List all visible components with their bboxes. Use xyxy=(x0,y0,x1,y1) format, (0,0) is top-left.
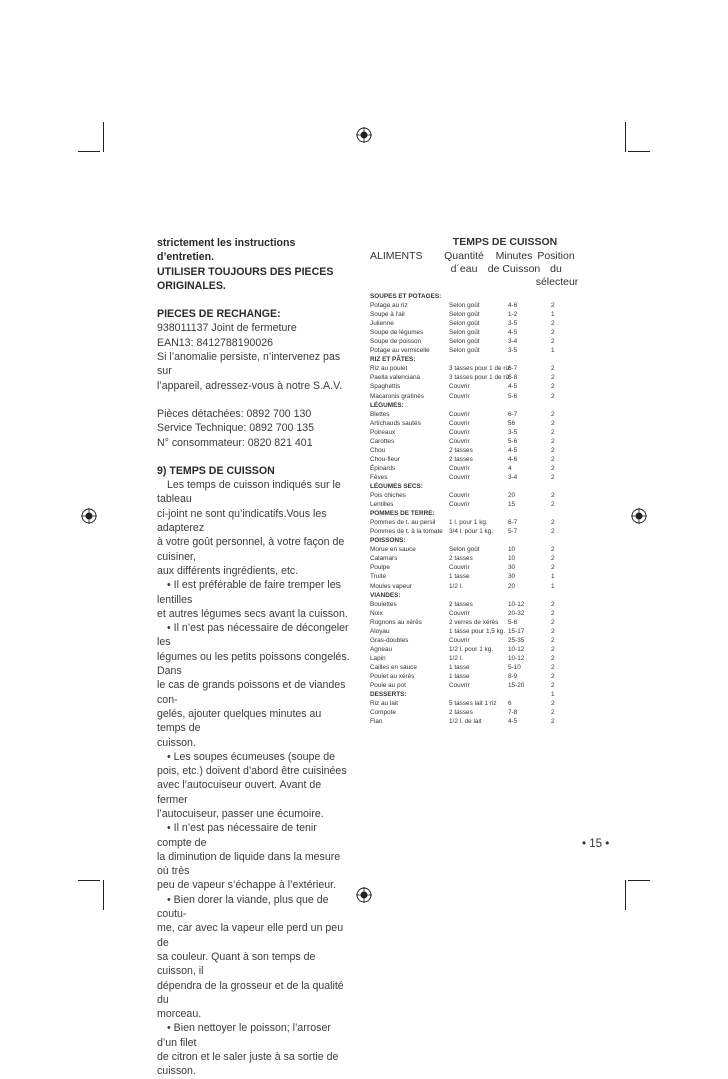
cell-food: Noix xyxy=(370,609,383,617)
crop-mark xyxy=(625,880,626,910)
cell-food: Spaghettis xyxy=(370,383,401,391)
cell-food: Agneau xyxy=(370,645,393,653)
section-title: 9) TEMPS DE CUISSON xyxy=(157,464,275,477)
table-row xyxy=(370,491,580,500)
cell-food: POMMES DE TERRE: xyxy=(370,510,435,518)
cell-minutes: 20 xyxy=(508,492,516,500)
cell-food: Poulet au xérès xyxy=(370,672,415,680)
body-line: cuisson. xyxy=(157,736,196,749)
table-body xyxy=(370,292,580,726)
cell-food: Calamars xyxy=(370,555,398,563)
table-row xyxy=(370,319,580,328)
cell-selector: 2 xyxy=(551,718,555,726)
body-line: me, car avec la vapeur elle perd un peu de xyxy=(157,922,344,949)
header-food: ALIMENTS xyxy=(370,250,423,262)
table-section-row xyxy=(370,509,580,518)
body-line: avec l’autocuiseur ouvert. Avant de fermer xyxy=(157,779,322,806)
left-column xyxy=(157,236,353,1079)
crop-mark xyxy=(78,151,100,152)
cell-minutes: 3-4 xyxy=(508,338,518,346)
spares-title: PIECES DE RECHANGE: xyxy=(157,308,281,321)
cell-qty: Couvrir xyxy=(449,636,470,644)
cell-selector: 2 xyxy=(551,446,555,454)
cell-minutes: 3-5 xyxy=(508,428,518,436)
cell-selector: 1 xyxy=(551,582,555,590)
body-line: sa couleur. Quant à son temps de cuisson, il xyxy=(157,950,316,978)
cell-food: Aloyau xyxy=(370,627,390,635)
header-min-sub: de Cuisson xyxy=(487,263,541,275)
spares-line: l’appareil, adressez-vous à notre S.A.V. xyxy=(157,379,343,392)
cell-qty: Selon goût xyxy=(449,347,480,355)
warning-line: UTILISER TOUJOURS DES PIECES xyxy=(157,265,334,278)
cell-qty: 1/2 l. de lait xyxy=(449,718,482,726)
cell-minutes: 10 xyxy=(508,546,516,554)
cell-selector: 2 xyxy=(551,519,555,527)
warning-line: strictement les instructions d’entretien. xyxy=(157,237,296,264)
header-qty-sub: d´eau xyxy=(450,263,478,275)
cell-qty: 2 tasses xyxy=(449,446,473,454)
registration-mark-icon xyxy=(81,508,97,524)
cell-food: Compote xyxy=(370,709,396,717)
cell-food: Artichauds sautés xyxy=(370,419,421,427)
crop-mark xyxy=(625,122,626,152)
cell-food: LÉGUMES: xyxy=(370,401,404,409)
body-line: • Les soupes écumeuses (soupe de xyxy=(167,750,336,763)
cell-selector: 2 xyxy=(551,709,555,717)
cell-minutes: 10-12 xyxy=(508,645,525,653)
header-sel-sub2: sélecteur xyxy=(535,276,579,288)
cell-qty: 2 tasses xyxy=(449,555,473,563)
contact-line: Service Technique: 0892 700 135 xyxy=(157,422,315,435)
cell-selector: 2 xyxy=(551,419,555,427)
body-line: la diminution de liquide dans la mesure où très xyxy=(157,850,341,878)
cell-selector: 2 xyxy=(551,501,555,509)
warning-line: ORIGINALES. xyxy=(157,279,226,292)
cell-qty: 2 tasses xyxy=(449,709,473,717)
cell-minutes: 3-5 xyxy=(508,320,518,328)
cell-minutes: 15-17 xyxy=(508,627,525,635)
cell-selector: 2 xyxy=(551,374,555,382)
cell-selector: 2 xyxy=(551,383,555,391)
table-row xyxy=(370,600,580,609)
cell-food: Poireaux xyxy=(370,428,396,436)
body-line: Les temps de cuisson indiqués sur le tableau xyxy=(157,479,341,506)
cell-qty: 1 l. pour 1 kg. xyxy=(449,519,488,527)
body-line: • Il est préférable de faire tremper les lentilles xyxy=(157,579,341,606)
cell-minutes: 6-7 xyxy=(508,365,518,373)
cell-food: Pommes de t. à la tomate xyxy=(370,528,443,536)
table-section-row xyxy=(370,482,580,491)
body-line: dépendra de la grosseur et de la qualité du xyxy=(157,979,344,1006)
table-row xyxy=(370,310,580,319)
cell-selector: 2 xyxy=(551,410,555,418)
body-line: pois, etc.) doivent d’abord être cuisinées xyxy=(157,765,347,778)
cell-selector: 2 xyxy=(551,609,555,617)
cell-qty: Selon goût xyxy=(449,311,480,319)
cell-minutes: 1-2 xyxy=(508,311,518,319)
cell-selector: 2 xyxy=(551,600,555,608)
spares-line: EAN13: 8412788190026 xyxy=(157,336,274,349)
crop-mark xyxy=(103,122,104,152)
cell-minutes: 10-12 xyxy=(508,654,525,662)
spares-line: Si l’anomalie persiste, n’intervenez pas sur xyxy=(157,351,341,378)
cell-minutes: 7-8 xyxy=(508,709,518,717)
cell-food: POISSONS: xyxy=(370,537,406,545)
cell-qty: 1 tasse xyxy=(449,573,470,581)
cell-qty: Selon goût xyxy=(449,546,480,554)
crop-mark xyxy=(628,880,650,881)
table-row xyxy=(370,346,580,355)
cell-minutes: 4-6 xyxy=(508,302,518,310)
cell-qty: Selon goût xyxy=(449,320,480,328)
cell-minutes: 15-20 xyxy=(508,682,525,690)
cell-food: Lentilles xyxy=(370,501,394,509)
body-line: légumes ou les petits poissons congelés. Dans xyxy=(157,650,350,678)
cell-minutes: 6 xyxy=(508,700,512,708)
table-row xyxy=(370,681,580,690)
cell-qty: Couvrir xyxy=(449,609,470,617)
cooking-time-table xyxy=(370,236,580,726)
body-line: ci-joint ne sont qu’indicatifs.Vous les adapterez xyxy=(157,507,327,535)
cell-minutes: 4-5 xyxy=(508,383,518,391)
cell-qty: Couvrir xyxy=(449,428,470,436)
registration-mark-icon xyxy=(356,127,372,143)
cell-qty: Couvrir xyxy=(449,501,470,509)
cell-selector: 2 xyxy=(551,654,555,662)
cell-selector: 2 xyxy=(551,329,555,337)
table-row xyxy=(370,428,580,437)
cell-selector: 1 xyxy=(551,347,555,355)
table-row xyxy=(370,563,580,572)
cell-selector: 2 xyxy=(551,492,555,500)
cell-minutes: 6-7 xyxy=(508,519,518,527)
cell-selector: 2 xyxy=(551,528,555,536)
cell-food: Carottes xyxy=(370,437,395,445)
body-line: et autres légumes secs avant la cuisson. xyxy=(157,607,348,620)
cell-qty: Couvrir xyxy=(449,383,470,391)
cell-food: Potage au vermicelle xyxy=(370,347,430,355)
body-line: peu de vapeur s’échappe à l’extérieur. xyxy=(157,879,337,892)
cell-qty: 5 tasses lait 1 riz xyxy=(449,700,497,708)
cell-qty: 1/2 l. xyxy=(449,654,463,662)
cell-selector: 2 xyxy=(551,672,555,680)
table-row xyxy=(370,672,580,681)
table-section-row xyxy=(370,690,580,699)
cell-minutes: 3-4 xyxy=(508,473,518,481)
cell-food: Truite xyxy=(370,573,387,581)
body-line: • Bien dorer la viande, plus que de coutu- xyxy=(157,893,329,921)
cell-selector: 2 xyxy=(551,437,555,445)
cell-minutes: 8-9 xyxy=(508,672,518,680)
cell-selector: 2 xyxy=(551,555,555,563)
cell-minutes: 30 xyxy=(508,564,516,572)
cell-food: Soupe de poisson xyxy=(370,338,422,346)
table-row xyxy=(370,645,580,654)
body-line: gelés, ajouter quelques minutes au temps de xyxy=(157,707,322,735)
cell-selector: 1 xyxy=(551,691,555,699)
cell-selector: 2 xyxy=(551,428,555,436)
cell-qty: 2 tasses xyxy=(449,455,473,463)
table-row xyxy=(370,717,580,726)
table-row xyxy=(370,337,580,346)
table-header xyxy=(370,248,580,288)
crop-mark xyxy=(628,151,650,152)
cell-qty: 1/2 l. pour 1 kg. xyxy=(449,645,494,653)
table-row xyxy=(370,437,580,446)
cell-selector: 2 xyxy=(551,618,555,626)
body-line: • Bien nettoyer le poisson; l’arroser d’un filet xyxy=(157,1022,331,1049)
cell-minutes: 4-6 xyxy=(508,455,518,463)
cell-qty: 1 tasse pour 1,5 kg. xyxy=(449,627,506,635)
cell-food: Boulettes xyxy=(370,600,397,608)
table-row xyxy=(370,473,580,482)
table-row xyxy=(370,518,580,527)
cell-selector: 2 xyxy=(551,645,555,653)
cell-minutes: 5-6 xyxy=(508,437,518,445)
cell-minutes: 4-5 xyxy=(508,718,518,726)
table-section-row xyxy=(370,536,580,545)
cell-minutes: 20 xyxy=(508,582,516,590)
cell-minutes: 6-7 xyxy=(508,410,518,418)
table-row xyxy=(370,419,580,428)
cell-qty: 3/4 l. pour 1 kg. xyxy=(449,528,494,536)
table-row xyxy=(370,708,580,717)
cell-qty: Couvrir xyxy=(449,437,470,445)
cell-food: Soupe de légumes xyxy=(370,329,424,337)
cell-food: Pois chiches xyxy=(370,492,406,500)
table-row xyxy=(370,500,580,509)
cell-food: Gras-doubles xyxy=(370,636,409,644)
cell-minutes: 6-8 xyxy=(508,374,518,382)
table-section-row xyxy=(370,355,580,364)
cell-selector: 2 xyxy=(551,320,555,328)
cell-minutes: 4 xyxy=(508,464,512,472)
cell-minutes: 10 xyxy=(508,555,516,563)
body-line: aux différents ingrédients, etc. xyxy=(157,564,299,577)
table-row xyxy=(370,455,580,464)
table-row xyxy=(370,663,580,672)
cell-qty: 1 tasse xyxy=(449,663,470,671)
table-section-row xyxy=(370,591,580,600)
table-row xyxy=(370,392,580,401)
crop-mark xyxy=(78,880,100,881)
cell-qty: Couvrir xyxy=(449,419,470,427)
cell-minutes: 5-6 xyxy=(508,392,518,400)
cell-selector: 2 xyxy=(551,546,555,554)
cell-selector: 2 xyxy=(551,392,555,400)
cell-food: Morue en sauce xyxy=(370,546,416,554)
cell-selector: 2 xyxy=(551,663,555,671)
header-sel-sub: du xyxy=(550,263,562,275)
body-line: • Il n’est pas nécessaire de décongeler les xyxy=(157,622,349,649)
cell-minutes: 4-5 xyxy=(508,329,518,337)
cell-selector: 2 xyxy=(551,302,555,310)
cell-minutes: 25-35 xyxy=(508,636,525,644)
cell-minutes: 3-5 xyxy=(508,347,518,355)
cell-food: Cailles en sauce xyxy=(370,663,417,671)
table-row xyxy=(370,582,580,591)
cell-selector: 2 xyxy=(551,636,555,644)
cell-qty: Couvrir xyxy=(449,473,470,481)
cell-food: DESSERTS: xyxy=(370,691,407,699)
spares-line: 938011137 Joint de fermeture xyxy=(157,322,297,335)
cell-qty: Couvrir xyxy=(449,392,470,400)
body-line: • Il n’est pas nécessaire de tenir compte de xyxy=(157,822,317,849)
table-section-row xyxy=(370,401,580,410)
cell-food: RIZ ET PÂTES: xyxy=(370,356,416,364)
cell-selector: 2 xyxy=(551,564,555,572)
table-row xyxy=(370,446,580,455)
cell-food: Pommes de t. au persil xyxy=(370,519,436,527)
cell-qty: Couvrir xyxy=(449,464,470,472)
cell-qty: Couvrir xyxy=(449,564,470,572)
cell-food: LÉGUMES SECS: xyxy=(370,482,423,490)
cell-minutes: 10-12 xyxy=(508,600,525,608)
body-line: le cas de grands poissons et de viandes con- xyxy=(157,679,346,706)
body-line: de citron et le saler juste à sa sortie de cuisson. xyxy=(157,1051,339,1078)
body-line: morceau. xyxy=(157,1008,202,1021)
table-row xyxy=(370,554,580,563)
table-row xyxy=(370,609,580,618)
cell-selector: 2 xyxy=(551,682,555,690)
registration-mark-icon xyxy=(631,508,647,524)
cell-qty: Couvrir xyxy=(449,492,470,500)
table-row xyxy=(370,410,580,419)
cell-food: Blettes xyxy=(370,410,390,418)
cell-food: Poule au pot xyxy=(370,682,406,690)
cell-selector: 2 xyxy=(551,464,555,472)
table-row xyxy=(370,382,580,391)
cell-food: Fèves xyxy=(370,473,388,481)
cell-qty: Selon goût xyxy=(449,338,480,346)
table-row xyxy=(370,373,580,382)
crop-mark xyxy=(103,880,104,910)
table-row xyxy=(370,636,580,645)
cell-food: Rognons au xérès xyxy=(370,618,422,626)
cell-food: Chou-fleur xyxy=(370,455,400,463)
cell-food: Julienne xyxy=(370,320,394,328)
cell-selector: 2 xyxy=(551,365,555,373)
table-title: TEMPS DE CUISSON xyxy=(452,236,558,248)
contact-line: Pièces détachées: 0892 700 130 xyxy=(157,407,312,420)
cell-minutes: 15 xyxy=(508,501,516,509)
header-sel: Position xyxy=(537,250,575,262)
table-row xyxy=(370,627,580,636)
cell-qty: 3 tasses pour 1 de riz xyxy=(449,365,511,373)
cell-qty: 1 tasse xyxy=(449,672,470,680)
cell-food: Macaronis gratinés xyxy=(370,392,424,400)
cell-selector: 1 xyxy=(551,573,555,581)
cell-food: Riz au lait xyxy=(370,700,399,708)
table-section-row xyxy=(370,292,580,301)
cell-food: Moules vapeur xyxy=(370,582,412,590)
table-row xyxy=(370,364,580,373)
cell-selector: 2 xyxy=(551,455,555,463)
cell-minutes: 4-5 xyxy=(508,446,518,454)
table-row xyxy=(370,572,580,581)
registration-mark-icon xyxy=(356,887,372,903)
page-number: • 15 • xyxy=(582,838,610,850)
cell-food: Flan xyxy=(370,718,383,726)
cell-selector: 2 xyxy=(551,473,555,481)
cell-minutes: 30 xyxy=(508,573,516,581)
cell-selector: 2 xyxy=(551,627,555,635)
table-row xyxy=(370,654,580,663)
cell-food: Paella valenciana xyxy=(370,374,421,382)
cell-minutes: 56 xyxy=(508,419,516,427)
cell-food: SOUPES ET POTAGES: xyxy=(370,293,442,300)
cell-qty: Selon goût xyxy=(449,329,480,337)
cell-food: Chou xyxy=(370,446,386,454)
cell-qty: 2 tasses xyxy=(449,600,473,608)
table-row xyxy=(370,699,580,708)
cell-food: Soupe à l'ail xyxy=(370,311,405,319)
cell-food: Poulpe xyxy=(370,564,390,572)
cell-food: Épinards xyxy=(370,464,396,472)
table-row xyxy=(370,464,580,473)
cell-qty: 2 verres de xérès xyxy=(449,618,499,626)
contact-line: N° consommateur: 0820 821 401 xyxy=(157,436,313,449)
cell-qty: Couvrir xyxy=(449,410,470,418)
cell-selector: 1 xyxy=(551,311,555,319)
body-line: à votre goût personnel, à votre façon de cuisiner, xyxy=(157,536,345,563)
cell-food: Lapin xyxy=(370,654,386,662)
cell-minutes: 5-6 xyxy=(508,618,518,626)
cell-minutes: 5-7 xyxy=(508,528,518,536)
table-row xyxy=(370,545,580,554)
cell-qty: Selon goût xyxy=(449,302,480,310)
table-row xyxy=(370,618,580,627)
header-min: Minutes xyxy=(495,250,533,262)
body-line: l’autocuiseur, passer une écumoire. xyxy=(157,807,324,820)
cell-selector: 2 xyxy=(551,700,555,708)
cell-food: Potage au riz xyxy=(370,302,408,310)
header-qty: Quantité xyxy=(444,250,484,262)
table-row xyxy=(370,328,580,337)
cell-qty: Couvrir xyxy=(449,682,470,690)
cell-selector: 2 xyxy=(551,338,555,346)
cell-qty: 1/2 l. xyxy=(449,582,463,590)
cell-minutes: 5-10 xyxy=(508,663,521,671)
cell-qty: 3 tasses pour 1 de riz xyxy=(449,374,511,382)
cell-food: VIANDES: xyxy=(370,591,401,599)
cell-minutes: 20-32 xyxy=(508,609,525,617)
cell-food: Riz au poulet xyxy=(370,365,408,373)
table-row xyxy=(370,527,580,536)
table-row xyxy=(370,301,580,310)
